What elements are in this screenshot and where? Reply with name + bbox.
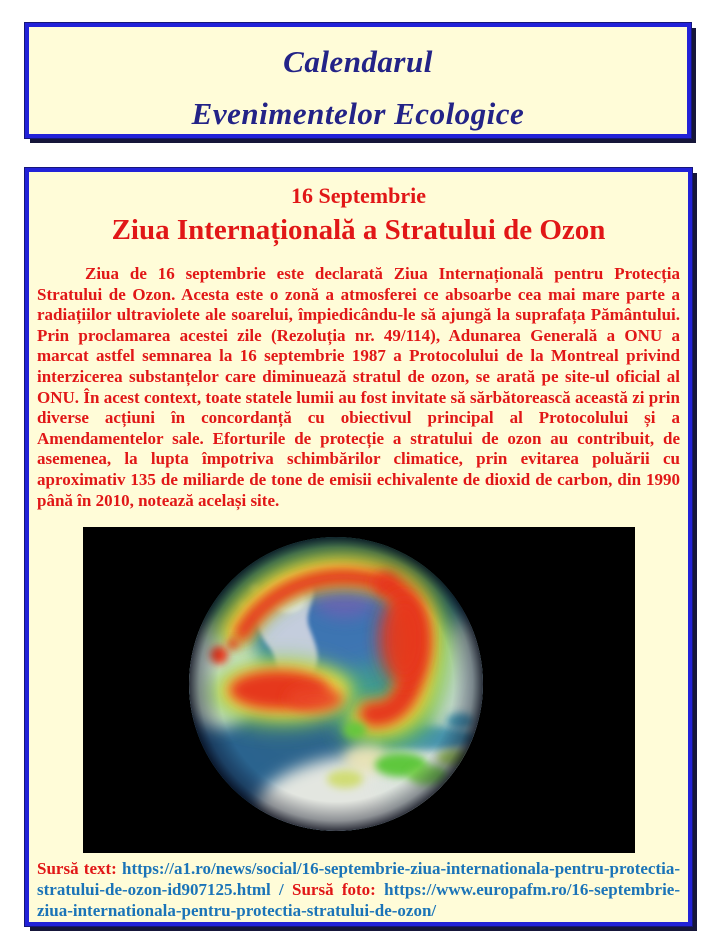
banner-title-line2: Evenimentelor Ecologice: [191, 96, 525, 131]
source-photo-label: Sursă foto:: [292, 880, 376, 900]
ozone-globe-figure: [83, 527, 635, 853]
source-separator: /: [279, 880, 284, 900]
header-banner: [25, 23, 691, 138]
source-text-link[interactable]: https://a1.ro/news/social/16-septembrie-ziua-internationala-pentru-protectia-stratului-de-ozon-id907125.html: [37, 859, 680, 900]
article-title: Ziua Internațională a Stratului de Ozon: [111, 214, 606, 246]
date-heading: 16 Septembrie: [290, 183, 427, 208]
source-text-label: Sursă text:: [37, 859, 117, 879]
article-box: [25, 168, 692, 926]
sources-paragraph: [37, 858, 680, 921]
ozone-globe-illustration: [83, 527, 635, 853]
banner-title-line1: Calendarul: [283, 44, 433, 79]
article-body: Ziua de 16 septembrie este declarată Ziua Internațională pentru Protecția Stratului de Ozon. Acesta este o zonă a atmosferei ce absoarbe cea mai mare parte a radiațiilor ultraviolete ale soarelui, împiedicându-le să ajungă la suprafața Pământului. Prin proclamarea acestei zile (Rezoluția nr. 49/114), Adunarea Generală a ONU a marcat astfel semnarea la 16 septembrie 1987 a Protocolului de la Montreal privind interzicerea substanțelor care diminuează stratul de ozon, se arată pe site-ul oficial al ONU. În acest context, toate statele lumii au fost invitate să sărbătorească această zi prin diverse acțiuni în concordanță cu obiectivul principal al Protocolului și a Amendamentelor sale. Eforturile de protecție a stratului de ozon au contribuit, de asemenea, la lupta împotriva schimbărilor climatice, prin evitarea poluării cu aproximativ 135 de miliarde de tone de emisii echivalente de dioxid de carbon, din 1990 până în 2010, notează același site.: [37, 264, 680, 510]
globe-limb-shading: [189, 537, 483, 831]
source-photo-link[interactable]: https://www.europafm.ro/16-septembrie-ziua-internationala-pentru-protectia-stratului-de-ozon/: [37, 880, 681, 921]
